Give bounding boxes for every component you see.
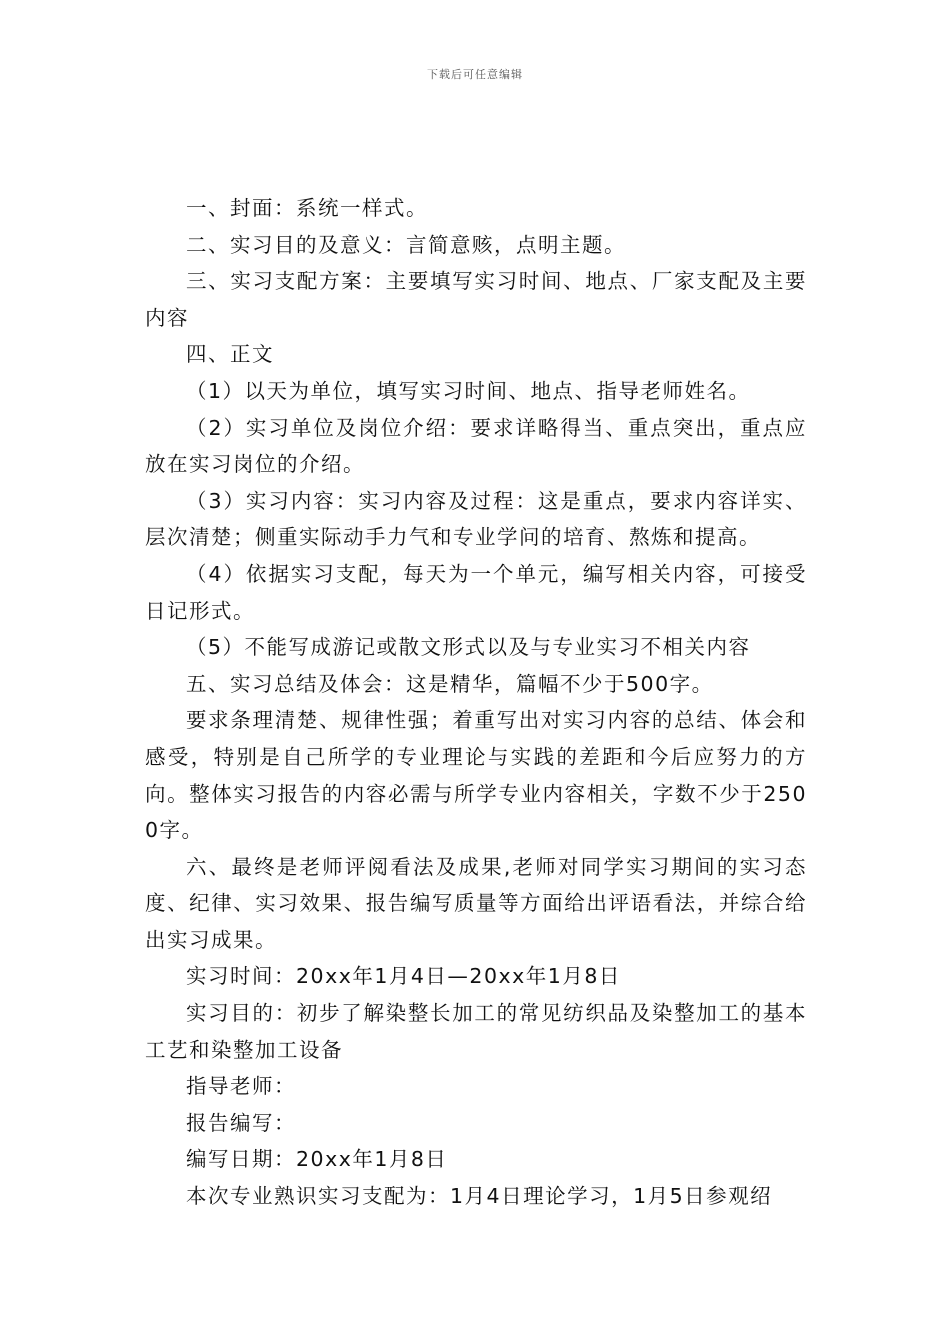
paragraph-main-text-heading: 四、正文 bbox=[186, 342, 274, 367]
paragraph-internship-goal: 实习目的：初步了解染整长加工的常见纺织品及染整加工的基本工艺和染整加工设备 bbox=[145, 1001, 807, 1062]
paragraph-evaluation: 六、最终是老师评阅看法及成果,老师对同学实习期间的实习态度、纪律、实习效果、报告编写质量等方面给出评语看法，并综合给出实习成果。 bbox=[145, 854, 807, 952]
paragraph-internship-time: 实习时间：20xx年1月4日—20xx年1月8日 bbox=[186, 964, 621, 989]
paragraph-summary: 五、实习总结及体会：这是精华，篇幅不少于500字。 bbox=[186, 671, 714, 696]
document-body bbox=[145, 190, 807, 1215]
paragraph-summary-requirements: 要求条理清楚、规律性强；着重写出对实习内容的总结、体会和感受，特别是自己所学的专业理论与实践的差距和今后应努力的方向。整体实习报告的内容必需与所学专业内容相关，字数不少于2500字。 bbox=[145, 708, 807, 843]
paragraph-instructor: 指导老师： bbox=[186, 1074, 296, 1099]
paragraph-write-date: 编写日期：20xx年1月8日 bbox=[186, 1147, 448, 1172]
paragraph-item-1: （1）以天为单位，填写实习时间、地点、指导老师姓名。 bbox=[186, 378, 751, 403]
paragraph-purpose: 二、实习目的及意义：言简意赅，点明主题。 bbox=[186, 232, 626, 257]
paragraph-cover: 一、封面：系统一样式。 bbox=[186, 196, 428, 220]
paragraph-item-4: （4）依据实习支配，每天为一个单元，编写相关内容，可接受日记形式。 bbox=[145, 561, 807, 623]
paragraph-item-3: （3）实习内容：实习内容及过程：这是重点，要求内容详实、层次清楚；侧重实际动手力气和专业学问的培育、熬炼和提高。 bbox=[145, 488, 807, 550]
page-header-note: 下载后可任意编辑 bbox=[427, 68, 523, 81]
paragraph-plan: 三、实习支配方案：主要填写实习时间、地点、厂家支配及主要内容 bbox=[145, 269, 807, 330]
paragraph-item-2: （2）实习单位及岗位介绍：要求详略得当、重点突出，重点应放在实习岗位的介绍。 bbox=[145, 415, 807, 477]
paragraph-schedule: 本次专业熟识实习支配为：1月4日理论学习，1月5日参观绍 bbox=[186, 1184, 773, 1209]
paragraph-report-author: 报告编写： bbox=[186, 1110, 296, 1135]
paragraph-item-5: （5）不能写成游记或散文形式以及与专业实习不相关内容 bbox=[186, 635, 751, 660]
